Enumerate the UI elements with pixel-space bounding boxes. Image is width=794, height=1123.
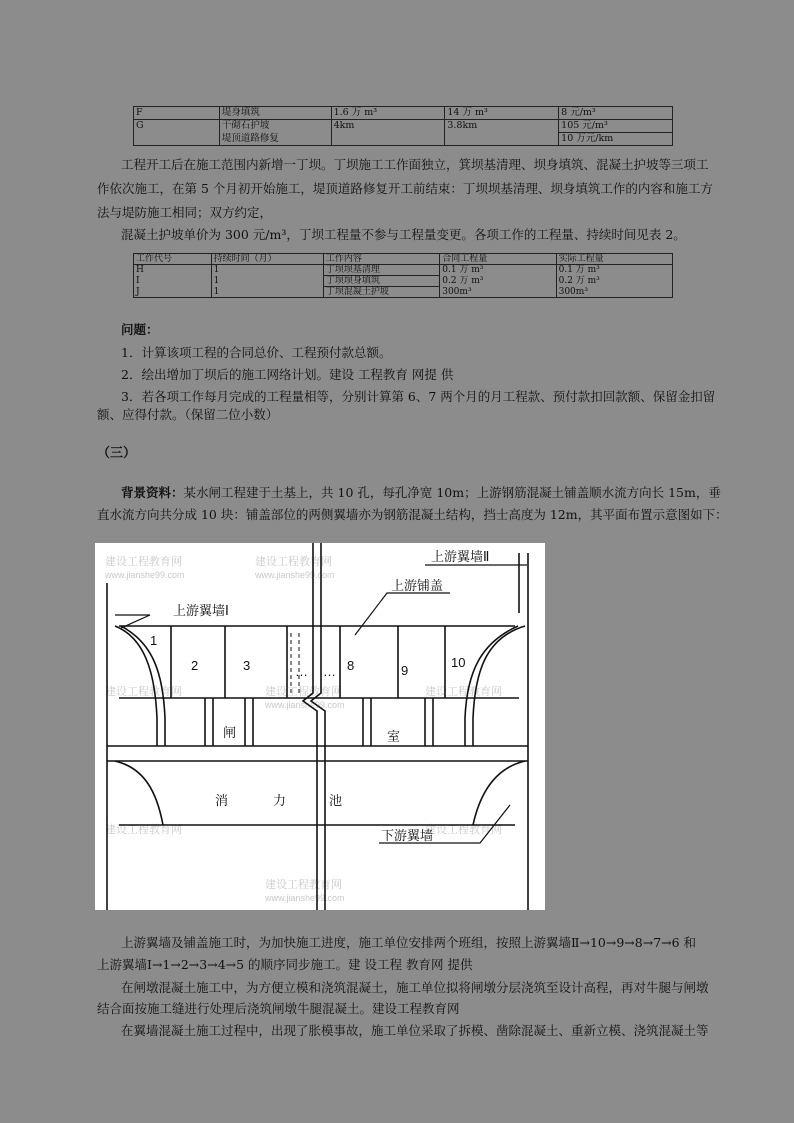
upstream-wing-wall-2-label: 上游翼墙Ⅱ [431, 549, 490, 564]
apron-block-1: 1 [150, 633, 158, 648]
table-cell: 1 [211, 265, 323, 276]
questions-title: 问题： [121, 322, 159, 337]
table-cell: G [134, 120, 220, 133]
table-cell: 1 [211, 287, 323, 298]
table-cell: H [134, 265, 212, 276]
apron-block-2: 2 [191, 658, 199, 673]
paragraph-line: 法与堤防施工相同；双方约定， [97, 205, 273, 220]
downstream-wing-wall-label: 下游翼墙 [381, 828, 434, 843]
apron-block-10: 10 [451, 655, 466, 670]
table-cell: J [134, 287, 212, 298]
table-header-cell: 合同工程量 [440, 254, 556, 265]
apron-block-9: 9 [401, 663, 409, 678]
upstream-wing-wall-1-label: 上游翼墙Ⅰ [173, 603, 229, 618]
table-cell: 300m³ [556, 287, 672, 298]
table-cell [134, 133, 220, 146]
stilling-basin-label-2: 力 [273, 793, 287, 808]
table-row [134, 107, 673, 120]
paragraph-line: 在翼墙混凝土施工过程中，出现了胀模事故，施工单位采取了拆模、凿除混凝土、重新立模、浇筑混凝土等 [121, 1023, 709, 1038]
question-item: 2．绘出增加丁坝后的施工网络计划。建设 工程教育 网提 供 [121, 367, 454, 382]
background-text: 某水闸工程建于土基上，共 10 孔，每孔净宽 10m；上游钢筋混凝土铺盖顺水流方向长 15m，垂 [183, 485, 721, 500]
watermark: 建设工程教育网 [105, 556, 182, 568]
watermark: 建设工程教育网 [265, 686, 342, 698]
table-cell: 1 [211, 276, 323, 287]
table-cell: 0.1 万 m³ [440, 265, 556, 276]
table-2 [133, 253, 673, 298]
table-cell: 3.8km [445, 120, 559, 133]
table-cell: 1.6 万 m³ [331, 107, 445, 120]
watermark: www.jianshe99.com [105, 570, 185, 580]
table-row [134, 120, 673, 133]
paragraph-line: 上游翼墙及铺盖施工时，为加快施工进度，施工单位安排两个班组，按照上游翼墙Ⅱ→10→9→8→7→6 和 [121, 935, 697, 950]
table-cell: 0.2 万 m³ [440, 276, 556, 287]
table-cell: 105 元/m³ [559, 120, 673, 133]
paragraph-line: 结合面按施工缝进行处理后浇筑闸墩牛腿混凝土。建设工程教育网 [97, 1001, 460, 1016]
watermark: 建设工程教育网 [105, 686, 182, 698]
table-row [134, 276, 673, 287]
table-cell [331, 133, 445, 146]
upstream-apron-label: 上游铺盖 [391, 578, 444, 593]
table-cell: I [134, 276, 212, 287]
paragraph-line: 在闸墩混凝土施工中，为方便立模和浇筑混凝土，施工单位拟将闸墩分层浇筑至设计高程，再对牛腿与闸墩 [121, 980, 709, 995]
table-row [134, 287, 673, 298]
table-header-cell: 工作代号 [134, 254, 212, 265]
table-cell: 干砌石护坡 [219, 120, 331, 133]
question-item: 额、应得付款。（保留二位小数） [97, 407, 279, 422]
apron-block-ellipsis: … [323, 664, 336, 679]
watermark: 建设工程教育网 [105, 824, 182, 836]
sluice-label-1: 闸 [223, 725, 237, 740]
table-cell: 丁坝坝身填筑 [323, 276, 439, 287]
table-cell: 300m³ [440, 287, 556, 298]
watermark: 建设工程教育网 [265, 879, 342, 891]
table-cell: F [134, 107, 220, 120]
watermark: 建设工程教育网 [255, 556, 332, 568]
table-cell: 丁坝坝基清理 [323, 265, 439, 276]
question-item: 1．计算该项工程的合同总价、工程预付款总额。 [121, 345, 392, 360]
paragraph-line: 混凝土护坡单价为 300 元/m³，丁坝工程量不参与工程量变更。各项工作的工程量、持续时间见表 2。 [121, 227, 686, 242]
watermark: www.jianshe99.com [265, 893, 345, 903]
sluice-layout-diagram [95, 543, 545, 910]
background-line: 直水流方向共分成 10 块：铺盖部位的两侧翼墙亦为钢筋混凝土结构，挡士高度为 12m，其平面布置示意图如下： [97, 507, 728, 522]
table-row [134, 133, 673, 146]
apron-block-8: 8 [347, 658, 355, 673]
table-cell: 0.1 万 m³ [556, 265, 672, 276]
sluice-label-2: 室 [387, 729, 401, 744]
watermark: www.jianshe99.com [255, 570, 335, 580]
table-cell: 4km [331, 120, 445, 133]
table-cell: 0.2 万 m³ [556, 276, 672, 287]
table-header-cell: 持续时间（月） [211, 254, 323, 265]
table-header-cell: 实际工程量 [556, 254, 672, 265]
table-cell: 丁坝混凝土护坡 [323, 287, 439, 298]
table-1 [133, 106, 673, 146]
watermark: 建设工程教育网 [425, 686, 502, 698]
table-cell: 堤顶道路修复 [219, 133, 331, 146]
background-line [121, 485, 721, 501]
watermark: www.jianshe99.com [265, 700, 345, 710]
stilling-basin-label-1: 消 [215, 793, 229, 808]
table-cell: 10 万元/km [559, 133, 673, 146]
table-cell: 14 万 m³ [445, 107, 559, 120]
table-row [134, 265, 673, 276]
paragraph-line: 上游翼墙Ⅰ→1→2→3→4→5 的顺序同步施工。建 设工程 教育网 提供 [97, 957, 473, 972]
question-item: 3．若各项工作每月完成的工程量相等，分别计算第 6、7 两个月的月工程款、预付款扣回款额、保留金扣留 [121, 389, 716, 404]
paragraph-line: 作依次施工，在第 5 个月初开始施工，堤顶道路修复开工前结束：丁坝坝基清理、坝身填筑工作的内容和施工方 [97, 181, 713, 196]
apron-block-3: 3 [243, 658, 251, 673]
table-header-cell: 工作内容 [323, 254, 439, 265]
watermark: 建设工程教育网 [425, 824, 502, 836]
table-header-row [134, 254, 673, 265]
section-heading: （三） [97, 446, 137, 461]
paragraph-line: 工程开工后在施工范围内新增一丁坝。丁坝施工工作面独立，箕坝基清理、坝身填筑、混凝土护坡等三项工 [121, 157, 709, 172]
table-cell: 堤身填筑 [219, 107, 331, 120]
table-cell [445, 133, 559, 146]
table-cell: 8 元/m³ [559, 107, 673, 120]
apron-block-ellipsis: … [295, 664, 308, 679]
stilling-basin-label-3: 池 [329, 793, 343, 808]
background-label: 背景资料： [121, 485, 184, 500]
